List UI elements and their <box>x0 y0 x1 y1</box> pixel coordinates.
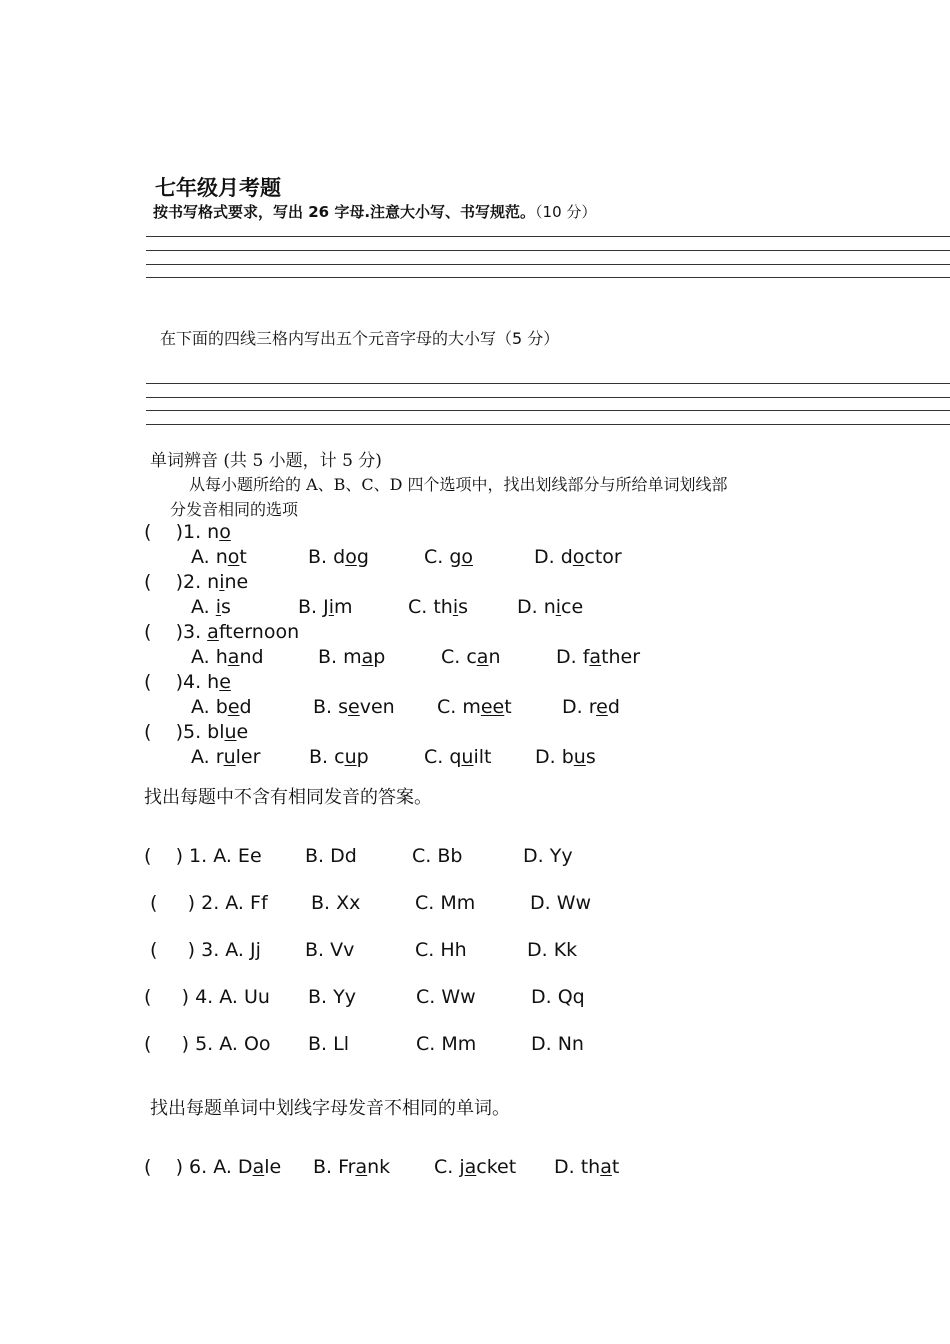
answer-option <box>318 646 385 668</box>
text-segment: ( )1. n <box>144 521 220 543</box>
answer-option: C. Hh <box>415 939 467 961</box>
question-label: ( ) 2. A. Ff <box>144 892 268 914</box>
answer-option <box>441 646 501 668</box>
text-segment: t <box>504 696 512 718</box>
text-segment: D. b <box>535 746 574 768</box>
answer-option <box>424 546 473 568</box>
text-segment: D. r <box>562 696 597 718</box>
text-segment: B. J <box>298 596 329 618</box>
section2-instruction: 在下面的四线三格内写出五个元音字母的大小写（5 分） <box>160 329 560 348</box>
underlined-letters: a <box>227 646 240 668</box>
text-segment: C. m <box>437 696 481 718</box>
question-stem <box>144 721 248 743</box>
answer-option <box>517 596 583 618</box>
underlined-letters: u <box>573 746 586 768</box>
text-segment: D. th <box>554 1156 601 1178</box>
text-segment: ( )2. n <box>144 571 220 593</box>
text-segment: e <box>236 721 249 743</box>
writing-line <box>146 410 950 411</box>
answer-option <box>191 696 252 718</box>
answer-option: C. Ww <box>416 986 476 1008</box>
text-segment: C. c <box>441 646 477 668</box>
text-segment: n <box>488 646 501 668</box>
text-segment: A. b <box>191 696 228 718</box>
answer-option: B. Ll <box>308 1033 349 1055</box>
underlined-letters: i <box>328 596 334 618</box>
answer-option: C. Mm <box>415 892 476 914</box>
answer-option: D. Kk <box>527 939 578 961</box>
writing-line <box>146 250 950 251</box>
section3-heading: 单词辨音 (共 5 小题，计 5 分) <box>150 451 382 471</box>
underlined-letters: i <box>219 571 225 593</box>
answer-option <box>308 546 369 568</box>
text-segment: C. th <box>408 596 453 618</box>
text-segment: A. r <box>191 746 224 768</box>
text-segment: B. m <box>318 646 362 668</box>
question-label: ( ) 4. A. Uu <box>144 986 270 1008</box>
answer-option: D. Yy <box>523 845 573 867</box>
underlined-letters: a <box>589 646 602 668</box>
underlined-letters: a <box>252 1156 265 1178</box>
writing-line <box>146 383 950 384</box>
underlined-letters: u <box>344 746 357 768</box>
underlined-letters: a <box>361 646 374 668</box>
underlined-letters: e <box>219 671 231 693</box>
instruction-score: （10 分） <box>535 203 597 221</box>
question-stem <box>144 1156 281 1178</box>
answer-option <box>424 746 491 768</box>
writing-line <box>146 277 950 278</box>
underlined-letters: o <box>572 546 585 568</box>
text-segment: C. j <box>434 1156 465 1178</box>
answer-option: B. Yy <box>308 986 356 1008</box>
question-label: ( ) 3. A. Jj <box>144 939 261 961</box>
question-stem <box>144 671 231 693</box>
answer-option <box>298 596 353 618</box>
text-segment: d <box>239 696 252 718</box>
answer-option: D. Nn <box>531 1033 584 1055</box>
answer-option <box>191 746 260 768</box>
text-segment: ler <box>235 746 261 768</box>
answer-option: C. Mm <box>416 1033 477 1055</box>
text-segment: p <box>356 746 369 768</box>
text-segment: A. <box>191 596 216 618</box>
underlined-letters: i <box>215 596 222 618</box>
underlined-letters: a <box>464 1156 477 1178</box>
answer-option <box>562 696 620 718</box>
writing-line <box>146 264 950 265</box>
underlined-letters: a <box>207 621 219 643</box>
underlined-letters: e <box>596 696 608 718</box>
answer-option <box>191 546 247 568</box>
answer-option <box>556 646 640 668</box>
section5-heading: 找出每题单词中划线字母发音不相同的单词。 <box>150 1098 510 1119</box>
text-segment: B. Fr <box>313 1156 356 1178</box>
text-segment: C. g <box>424 546 462 568</box>
underlined-letters: i <box>555 596 562 618</box>
text-segment: ( )4. h <box>144 671 220 693</box>
answer-option <box>437 696 512 718</box>
text-segment: D. d <box>534 546 573 568</box>
underlined-letters: u <box>224 721 237 743</box>
answer-option <box>534 546 622 568</box>
text-segment: D. n <box>517 596 556 618</box>
text-segment: nd <box>239 646 264 668</box>
underlined-letters: u <box>223 746 236 768</box>
answer-option: B. Xx <box>311 892 361 914</box>
answer-option <box>313 1156 390 1178</box>
text-segment: ( )3. <box>144 621 208 643</box>
text-segment: t <box>239 546 247 568</box>
text-segment: ther <box>601 646 641 668</box>
underlined-letters: a <box>476 646 489 668</box>
underlined-letters: a <box>600 1156 612 1178</box>
text-segment: s <box>585 746 596 768</box>
text-segment: d <box>607 696 620 718</box>
underlined-letters: i <box>452 596 459 618</box>
text-segment: s <box>458 596 469 618</box>
text-segment: s <box>221 596 231 618</box>
text-segment: B. d <box>308 546 346 568</box>
answer-option <box>309 746 369 768</box>
text-segment: le <box>264 1156 282 1178</box>
answer-option <box>554 1156 619 1178</box>
underlined-letters: e <box>227 696 240 718</box>
underlined-letters: e <box>348 696 360 718</box>
text-segment: cket <box>476 1156 517 1178</box>
text-segment: ven <box>359 696 395 718</box>
instruction-number: 26 <box>308 203 330 221</box>
answer-option <box>191 646 264 668</box>
underlined-letters: ee <box>480 696 505 718</box>
text-segment: A. n <box>191 546 228 568</box>
text-segment: nk <box>367 1156 391 1178</box>
section4-heading: 找出每题中不含有相同发音的答案。 <box>144 787 432 808</box>
text-segment: fternoon <box>218 621 300 643</box>
answer-option: B. Vv <box>305 939 355 961</box>
text-segment: g <box>356 546 369 568</box>
answer-option <box>191 596 231 618</box>
underlined-letters: u <box>461 746 474 768</box>
answer-option <box>535 746 596 768</box>
writing-line <box>146 397 950 398</box>
text-segment: ( ) 6. A. D <box>144 1156 253 1178</box>
text-segment: B. s <box>313 696 349 718</box>
answer-option <box>408 596 468 618</box>
text-segment: t <box>611 1156 620 1178</box>
underlined-letters: o <box>219 521 231 543</box>
question-stem <box>144 621 299 643</box>
writing-line <box>146 236 950 237</box>
answer-option: B. Dd <box>305 845 357 867</box>
section3-description-line1: 从每小题所给的 A、B、C、D 四个选项中，找出划线部分与所给单词划线部 <box>189 475 728 494</box>
instruction-text-2: 字母.注意大小写、书写规范。 <box>329 203 536 221</box>
text-segment: ce <box>561 596 584 618</box>
underlined-letters: a <box>355 1156 368 1178</box>
question-label: ( ) 1. A. Ee <box>144 845 262 867</box>
text-segment: D. f <box>556 646 590 668</box>
text-segment: ne <box>224 571 249 593</box>
text-segment: p <box>373 646 386 668</box>
question-stem <box>144 521 231 543</box>
text-segment: ilt <box>473 746 492 768</box>
writing-line <box>146 424 950 425</box>
section1-instruction <box>153 201 596 222</box>
answer-option: C. Bb <box>412 845 463 867</box>
answer-option: D. Qq <box>531 986 585 1008</box>
text-segment: ( )5. bl <box>144 721 225 743</box>
underlined-letters: o <box>461 546 474 568</box>
text-segment: B. c <box>309 746 345 768</box>
underlined-letters: o <box>345 546 357 568</box>
text-segment: A. h <box>191 646 228 668</box>
text-segment: ctor <box>584 546 622 568</box>
instruction-text: 按书写格式要求，写出 <box>153 203 309 221</box>
text-segment: m <box>334 596 353 618</box>
question-label: ( ) 5. A. Oo <box>144 1033 271 1055</box>
answer-option <box>434 1156 516 1178</box>
text-segment: C. q <box>424 746 462 768</box>
underlined-letters: o <box>227 546 240 568</box>
question-stem <box>144 571 248 593</box>
answer-option <box>313 696 395 718</box>
section3-description-line2: 分发音相同的选项 <box>170 500 299 519</box>
answer-option: D. Ww <box>530 892 592 914</box>
page-title: 七年级月考题 <box>155 175 281 200</box>
